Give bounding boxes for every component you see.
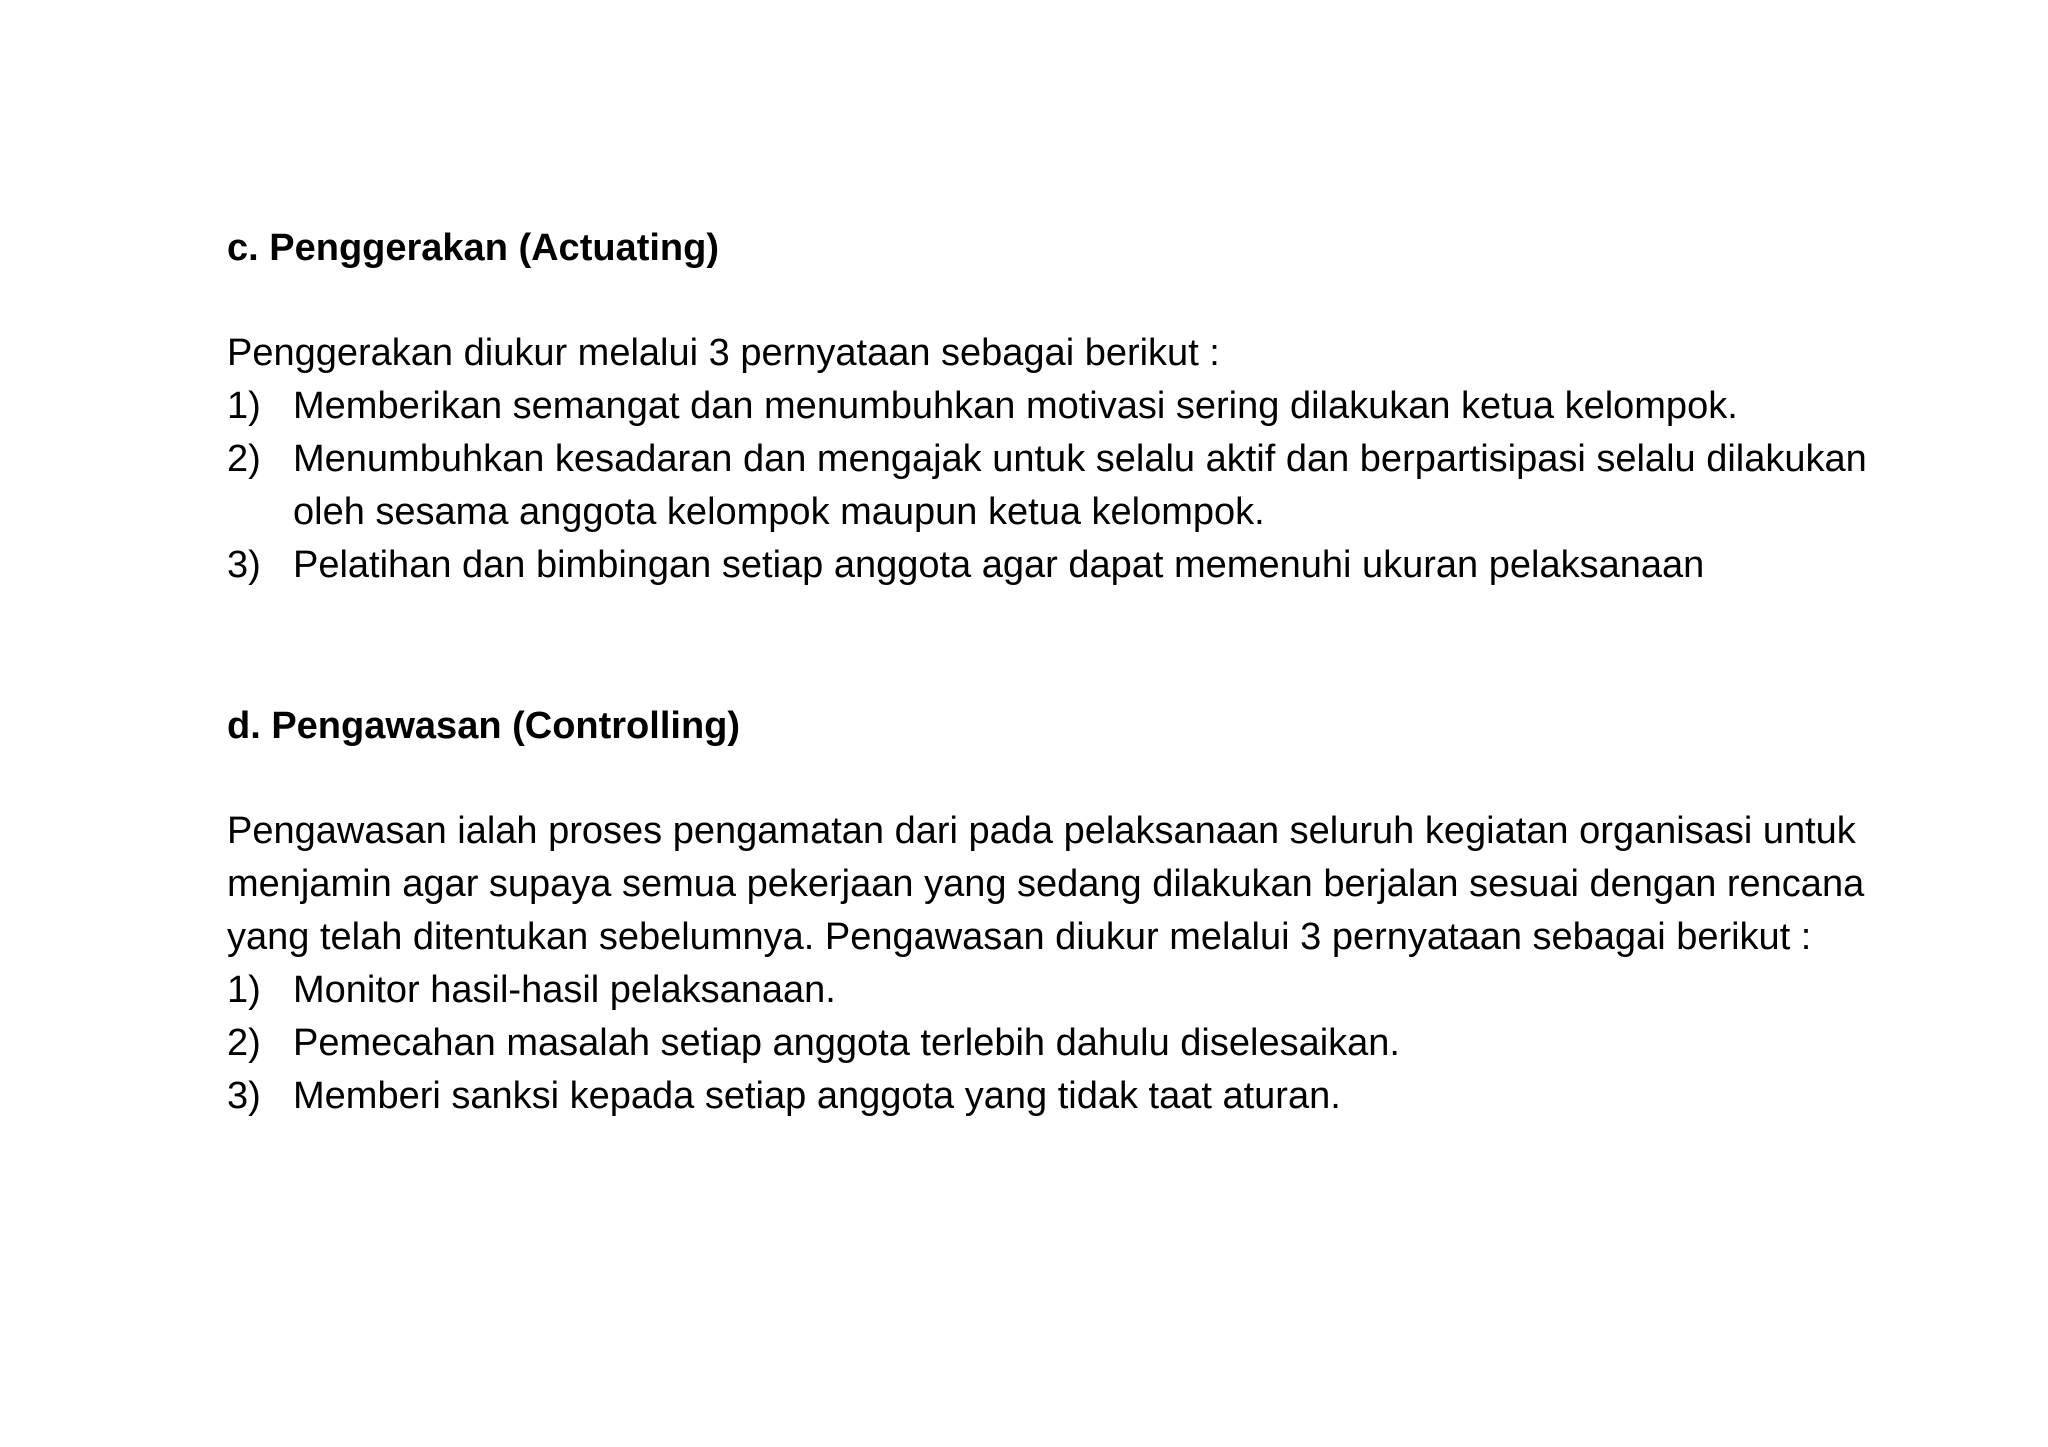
section-heading: d. Pengawasan (Controlling) [227, 705, 741, 747]
list-item-text: Menumbuhkan kesadaran dan mengajak untuk selalu aktif dan berpartisipasi selalu dilakukan oleh sesama anggota kelompok maupun ketua kelompok. [293, 438, 1867, 533]
section-intro: Penggerakan diukur melalui 3 pernyataan sebagai berikut : [227, 332, 1220, 374]
list-item [227, 433, 1867, 539]
list-item-number: 2) [227, 1022, 261, 1064]
list-item-text: Memberi sanksi kepada setiap anggota yang tidak taat aturan. [293, 1075, 1341, 1117]
list-item-number: 1) [227, 385, 261, 427]
list-item [227, 539, 1867, 592]
list-item-text: Pemecahan masalah setiap anggota terlebih dahulu diselesaikan. [293, 1022, 1400, 1064]
list-item-number: 3) [227, 544, 261, 586]
numbered-list [227, 380, 1867, 592]
list-item-text: Monitor hasil-hasil pelaksanaan. [293, 969, 836, 1011]
list-item [227, 1070, 1867, 1123]
list-item-text: Pelatihan dan bimbingan setiap anggota agar dapat memenuhi ukuran pelaksanaan [293, 544, 1705, 586]
list-item-text: Memberikan semangat dan menumbuhkan motivasi sering dilakukan ketua kelompok. [293, 385, 1738, 427]
section-controlling [227, 700, 1867, 1123]
list-item-number: 2) [227, 438, 261, 480]
section-actuating [227, 222, 1867, 592]
list-item [227, 1017, 1867, 1070]
numbered-list [227, 964, 1867, 1123]
section-intro: Pengawasan ialah proses pengamatan dari pada pelaksanaan seluruh kegiatan organisasi untuk menjamin agar supaya semua pekerjaan yang sedang dilakukan berjalan sesuai dengan rencana yang telah ditentukan sebelumnya. Pengawasan diukur melalui 3 pernyataan sebagai berikut : [227, 810, 1865, 958]
section-heading: c. Penggerakan (Actuating) [227, 227, 719, 269]
list-item-number: 3) [227, 1075, 261, 1117]
list-item [227, 380, 1867, 433]
list-item-number: 1) [227, 969, 261, 1011]
list-item [227, 964, 1867, 1017]
